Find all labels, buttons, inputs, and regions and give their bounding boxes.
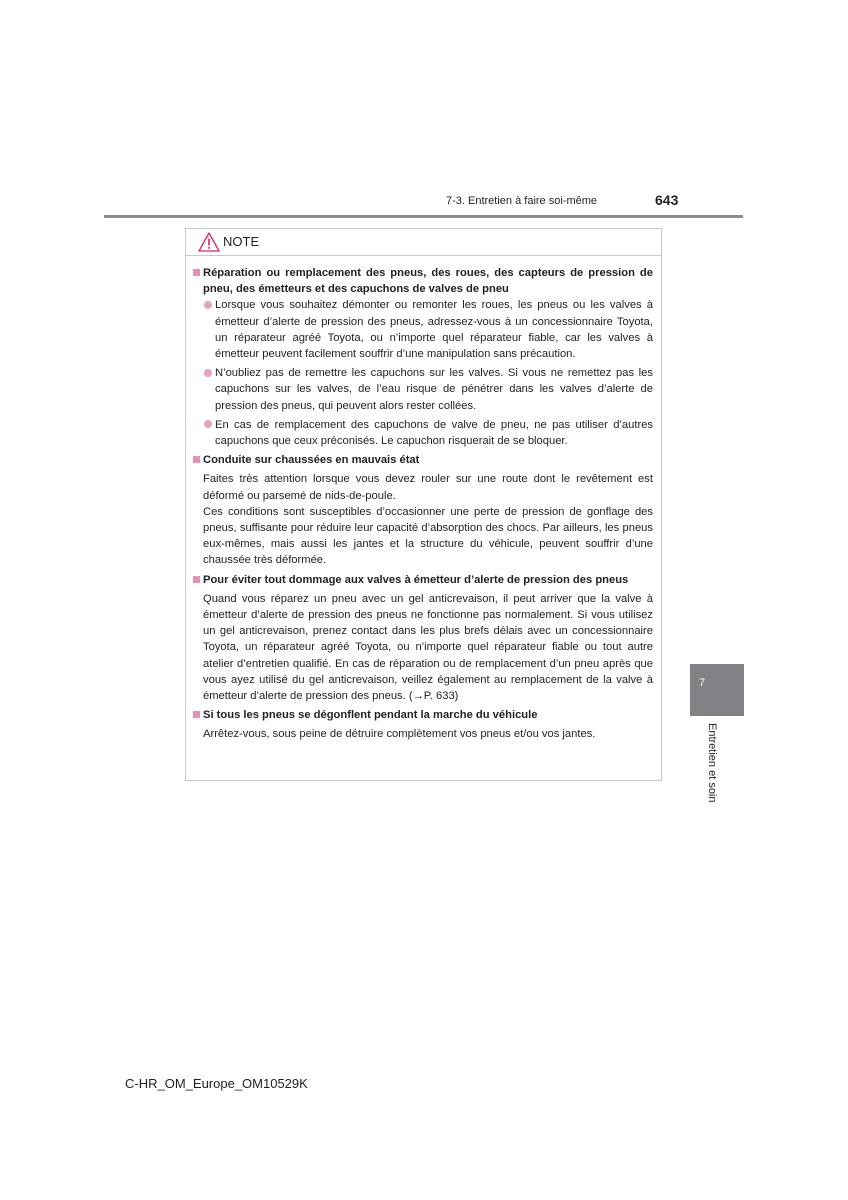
note-section (186, 707, 661, 742)
paragraph: Faites très attention lorsque vous devez rouler sur une route dont le revêtement est déformé ou parsemé de nids-de-poule. (203, 473, 653, 502)
paragraph: Ces conditions sont susceptibles d’occasionner une perte de pression de gonflage des pneus, suffisante pour réduire leur capacité d’absorption des chocs. Par ailleurs, les pneus eux-mêmes, mais aussi les jantes et la structure du véhicule, peuvent souffrir d’une chaussée très déformée. (203, 505, 653, 567)
list-item (203, 365, 653, 414)
section-title: Pour éviter tout dommage aux valves à émetteur d’alerte de pression des pneus (203, 573, 629, 586)
section-title: Si tous les pneus se dégonflent pendant la marche du véhicule (203, 709, 538, 722)
chapter-label: Entretien et soin (706, 723, 718, 803)
section-title: Conduite sur chaussées en mauvais état (203, 454, 420, 467)
note-box (185, 228, 662, 781)
chapter-tab[interactable] (690, 664, 744, 716)
note-header (186, 229, 661, 256)
note-title: NOTE (223, 234, 260, 249)
paragraph: Quand vous réparez un pneu avec un gel anticrevaison, il peut arriver que la valve à émetteur d’alerte de pression des pneus ne fonctionne pas normalement. Si vous utilisez un gel anticrevaison, prenez contact dans les plus brefs délais avec un concessionnaire Toyota, un réparateur agréé Toyota, ou n’importe quel réparateur fiable ou tout autre atelier d’entretien qualifié. En cas de réparation ou de remplacement d’un pneu après que vous ayez utilisé du gel anticrevaison, veillez également au remplacement de la valve à émetteur d’alerte de pression des pneus. (→P. 633) (203, 592, 653, 703)
bullet-dot (204, 301, 212, 309)
paragraph: Arrêtez-vous, sous peine de détruire complètement vos pneus et/ou vos jantes. (203, 728, 596, 741)
list-item (203, 417, 653, 449)
section-title: Réparation ou remplacement des pneus, des roues, des capteurs de pression de pneu, des émetteurs et des capuchons de valves de pneu (203, 267, 653, 296)
note-section (186, 572, 661, 705)
list-item-text: N’oubliez pas de remettre les capuchons sur les valves. Si vous ne remettez pas les capuchons sur les valves, de l’eau risque de pénétrer dans les valves d’alerte de pression des pneus, qui peuvent alors rester collées. (215, 367, 653, 412)
note-section (186, 452, 661, 568)
list-item-text: En cas de remplacement des capuchons de valve de pneu, ne pas utiliser d’autres capuchons que ceux préconisés. Le capuchon risquerait de se bloquer. (215, 418, 653, 448)
section-square-marker (193, 269, 200, 276)
note-section (186, 265, 661, 449)
section-square-marker (193, 456, 200, 463)
list-item-text: Lorsque vous souhaitez démonter ou remonter les roues, les pneus ou les valves à émetteur d’alerte de pression des pneus, adressez-vous à un concessionnaire Toyota, un réparateur agréé Toyota, ou n’importe quel réparateur fiable, car les valves à émetteur peuvent facilement souffrir d’une manipulation sans précaution. (215, 299, 653, 361)
note-body (186, 265, 661, 743)
header-divider (104, 215, 743, 218)
section-square-marker (193, 576, 200, 583)
header-section-title: 7-3. Entretien à faire soi-même (446, 195, 598, 207)
bullet-dot (204, 420, 212, 428)
section-square-marker (193, 711, 200, 718)
list-item (203, 297, 653, 362)
bullet-dot (204, 369, 212, 377)
document-code: C-HR_OM_Europe_OM10529K (125, 1076, 308, 1091)
chapter-number: 7 (699, 677, 706, 689)
page-number: 643 (655, 192, 679, 208)
warning-triangle-icon (198, 232, 220, 252)
